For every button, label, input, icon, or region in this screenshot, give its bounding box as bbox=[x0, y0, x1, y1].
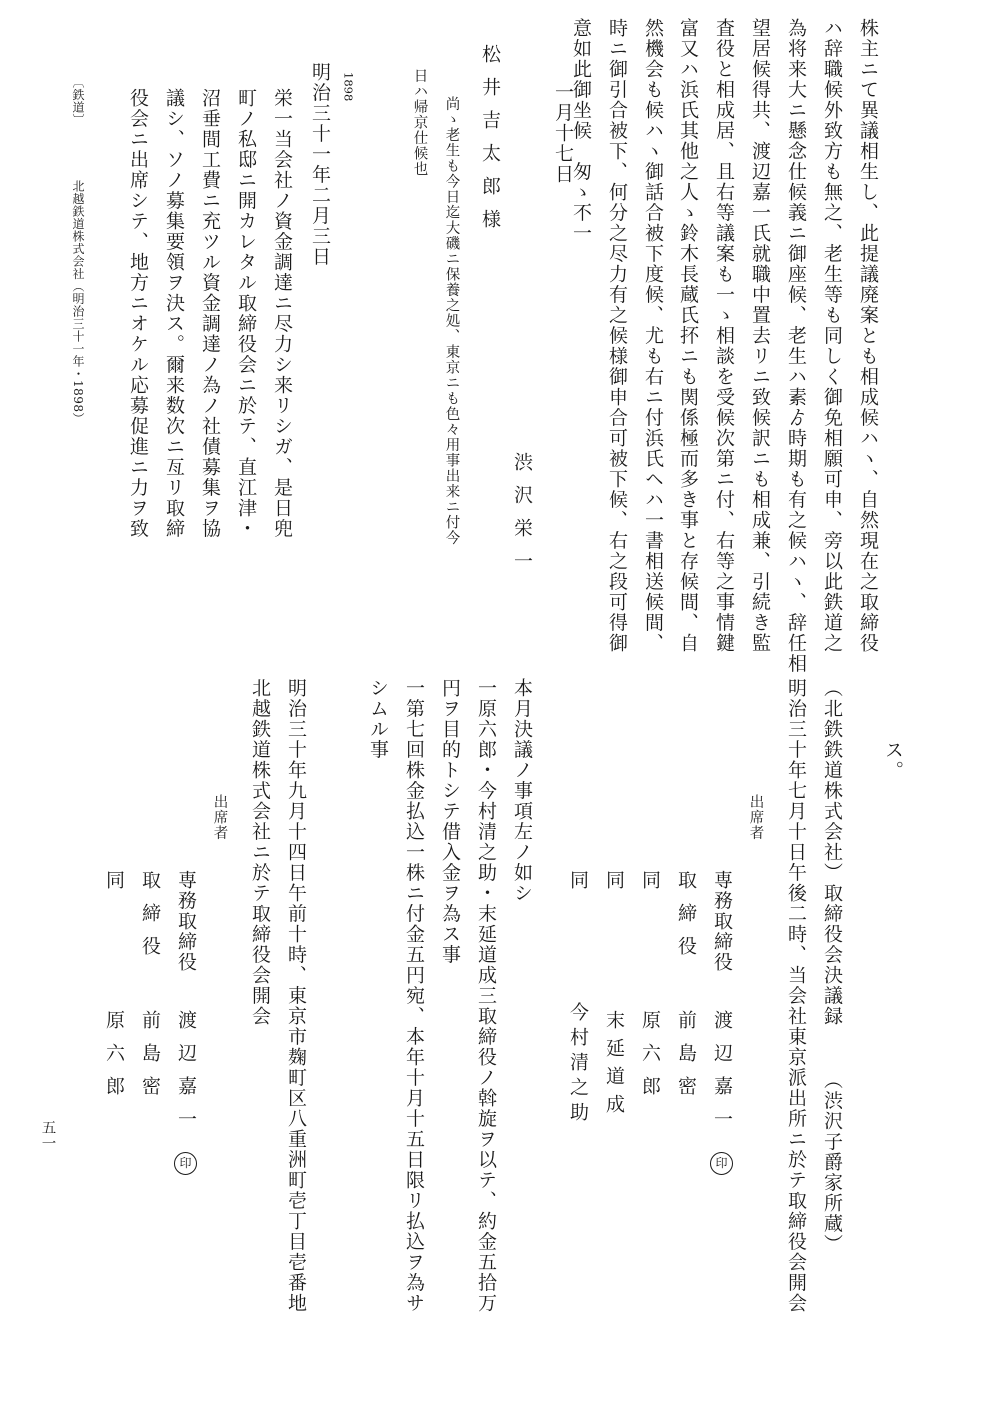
meeting1-header: 明治三十年七月十日午後二時、当会社東京派出所ニ於テ取締役会開会 bbox=[785, 678, 807, 1314]
source-label: 〔鉄道〕 bbox=[71, 76, 85, 126]
letter-postscript-2: 日ハ帰京仕候也 bbox=[411, 68, 428, 177]
resolution-line-3: 一第七回株金払込一株ニ付金五円宛、本年十月十五日限リ払込ヲ為サ bbox=[403, 678, 425, 1314]
attendee-name: 前島密 bbox=[139, 1010, 161, 1109]
attendee-role: 同 bbox=[603, 870, 625, 891]
letter-line-5: 査役と相成居、且右等議案も一ゝ相談を受候次第ニ付、右等之事情鍵 bbox=[713, 18, 735, 654]
entry-line-5: 役会ニ出席シテ、地方ニオケル応募促進ニ力ヲ致 bbox=[127, 88, 149, 539]
attendee-name: 今村清之助 bbox=[567, 1002, 589, 1127]
continuation-text: ス。 bbox=[882, 740, 904, 781]
entry-line-1: 栄一当会社ノ資金調達ニ尽力シ来リシガ、是日兜 bbox=[271, 88, 293, 539]
page-number: 五一 bbox=[39, 1120, 56, 1151]
letter-line-6: 富又ハ浜氏其他之人ゝ鈴木長蔵氏抔ニも関係極而多き事と存候間、自 bbox=[677, 18, 699, 654]
attendee-name: 原六郎 bbox=[103, 1010, 125, 1109]
entry-line-3: 沼垂間工費ニ充ツル資金調達ノ為ノ社債募集ヲ協 bbox=[199, 88, 221, 539]
attendee-name: 渡辺嘉一 bbox=[175, 1010, 197, 1142]
meeting1-attendees-label: 出席者 bbox=[747, 794, 764, 841]
attendee-name: 渡辺嘉一 bbox=[711, 1010, 733, 1142]
attendee-role: 取締役 bbox=[675, 870, 697, 969]
letter-postscript-1: 尚ゝ老生も今日迄大磯ニ保養之処、東京ニも色々用事出来ニ付今 bbox=[443, 96, 460, 546]
attendee-role: 同 bbox=[103, 870, 125, 891]
letter-line-1: 株主ニて異議相生し、此提議廃案とも相成候ハヽ、自然現在之取締役 bbox=[857, 18, 879, 654]
letter-line-4: 望居候得共、渡辺嘉一氏就職中置去リニ致候訳ニも相成兼、引続き監 bbox=[749, 18, 771, 654]
source-text: 北越鉄道株式会社（明治三十一年・1898） bbox=[71, 180, 85, 426]
meeting2-header-1: 明治三十年九月十四日午前十時、東京市麹町区八重洲町壱丁目壱番地 bbox=[285, 678, 307, 1314]
letter-date: 一月十七日 bbox=[552, 82, 574, 185]
entry-year: 1898 bbox=[341, 72, 356, 102]
resolutions-intro: 本月決議ノ事項左ノ如シ bbox=[511, 678, 533, 904]
meeting2-header-2: 北越鉄道株式会社ニ於テ取締役会開会 bbox=[249, 678, 271, 1027]
resolution-line-2: 円ヲ目的トシテ借入金ヲ為ス事 bbox=[439, 678, 461, 965]
resolution-line-4: シムル事 bbox=[367, 678, 389, 760]
letter-addressee: 松井吉太郎様 bbox=[479, 44, 501, 242]
letter-line-8: 時ニ御引合被下、何分之尽力有之候様御申合可被下候、右之段可得御 bbox=[606, 18, 628, 654]
attendee-role: 取締役 bbox=[139, 870, 161, 969]
letter-line-3: 為将来大ニ懸念仕候義ニ御座候、老生ハ素ゟ時期も有之候ハヽ、辞任相 bbox=[785, 18, 807, 674]
attendee-role: 同 bbox=[567, 870, 589, 891]
letter-line-2: ハ辞職候外致方も無之、老生等も同しく御免相願可申、旁以此鉄道之 bbox=[821, 18, 843, 654]
entry-line-4: 議シ、ソノ募集要領ヲ決ス。爾来数次ニ亙リ取締 bbox=[163, 88, 185, 539]
letter-line-9: 意如此御坐候 匆ゝ不一 bbox=[570, 18, 592, 244]
entry-line-2: 町ノ私邸ニ開カレタル取締役会ニ於テ、直江津・ bbox=[235, 88, 257, 539]
attendee-name: 前島密 bbox=[675, 1010, 697, 1109]
record-source: （渋沢子爵家所蔵） bbox=[821, 1070, 843, 1255]
attendee-name: 末延道成 bbox=[603, 1010, 625, 1122]
meeting2-attendees-label: 出席者 bbox=[211, 794, 228, 841]
letter-line-7: 然機会も候ハヽ御話合被下度候、尤も右ニ付浜氏ヘハ一書相送候間、 bbox=[642, 18, 664, 654]
attendee-role: 同 bbox=[639, 870, 661, 891]
seal-mark-1: 印 bbox=[710, 1152, 733, 1175]
record-title: （北鉄鉄道株式会社）取締役会決議録 bbox=[821, 678, 843, 1027]
entry-date: 明治三十一年二月三日 bbox=[309, 62, 331, 267]
attendee-name: 原六郎 bbox=[639, 1010, 661, 1109]
attendee-role: 専務取締役 bbox=[711, 870, 733, 973]
attendee-role: 専務取締役 bbox=[175, 870, 197, 973]
letter-sender: 渋沢栄一 bbox=[511, 452, 533, 584]
resolution-line-1: 一原六郎・今村清之助・末延道成三取締役ノ斡旋ヲ以テ、約金五拾万 bbox=[475, 678, 497, 1314]
seal-mark-2: 印 bbox=[174, 1152, 197, 1175]
